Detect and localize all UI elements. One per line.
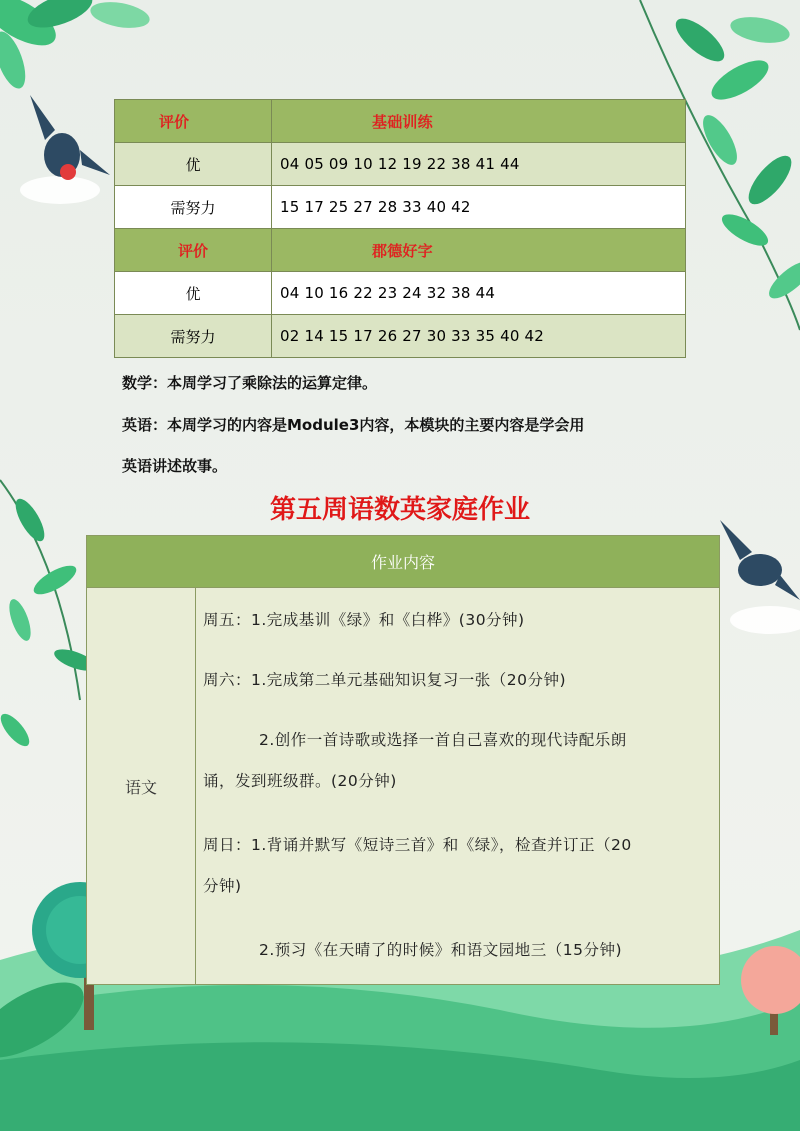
english-note-line2: 英语讲述故事。 <box>122 457 228 475</box>
eval-header-title: 基础训练 <box>372 112 433 131</box>
homework-header: 作业内容 <box>87 536 719 588</box>
eval-header-label: 评价 <box>159 112 190 131</box>
homework-line: 2.预习《在天晴了的时候》和语文园地三（15分钟) <box>259 941 623 959</box>
eval-header-label: 评价 <box>177 241 208 260</box>
numbers-cell: 04 05 09 10 12 19 22 38 41 44 <box>272 143 686 186</box>
homework-line: 周五：1.完成基训《绿》和《白桦》(30分钟) <box>203 611 525 629</box>
homework-title: 第五周语数英家庭作业 <box>269 495 530 525</box>
grade-cell: 需努力 <box>115 315 272 358</box>
eval-header-row <box>115 229 686 272</box>
table-row <box>115 143 686 186</box>
numbers-cell: 15 17 25 27 28 33 40 42 <box>272 186 686 229</box>
grade-cell: 优 <box>115 272 272 315</box>
table-row <box>115 186 686 229</box>
subject-cell: 语文 <box>87 588 196 984</box>
english-note-line1: 英语：本周学习的内容是Module3内容，本模块的主要内容是学会用 <box>122 416 585 434</box>
eval-header-title: 郡德好字 <box>372 241 433 260</box>
homework-line: 周日：1.背诵并默写《短诗三首》和《绿》，检查并订正（20 <box>203 836 632 854</box>
numbers-cell: 04 10 16 22 23 24 32 38 44 <box>272 272 686 315</box>
evaluation-table <box>114 99 686 358</box>
homework-line: 分钟) <box>203 877 242 895</box>
math-note: 数学：本周学习了乘除法的运算定律。 <box>122 374 378 392</box>
homework-table <box>86 535 720 985</box>
grade-cell: 需努力 <box>115 186 272 229</box>
numbers-cell: 02 14 15 17 26 27 30 33 35 40 42 <box>272 315 686 358</box>
table-row <box>115 315 686 358</box>
grade-cell: 优 <box>115 143 272 186</box>
homework-line: 诵，发到班级群。(20分钟) <box>203 772 397 790</box>
eval-header-row <box>115 100 686 143</box>
table-row <box>115 272 686 315</box>
homework-line: 周六：1.完成第二单元基础知识复习一张（20分钟) <box>203 671 567 689</box>
homework-line: 2.创作一首诗歌或选择一首自己喜欢的现代诗配乐朗 <box>259 731 627 749</box>
homework-body <box>87 588 719 984</box>
